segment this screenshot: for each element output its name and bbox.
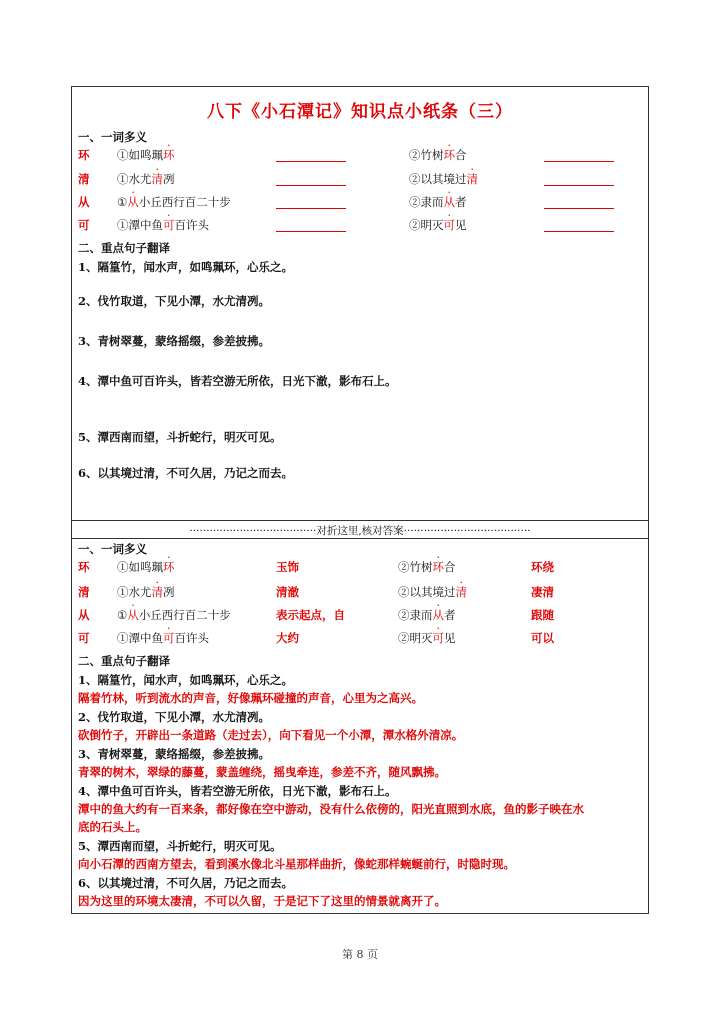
sentence: 3、青树翠蔓，蒙络摇缀，参差披拂。 [78,334,270,348]
translation-answer: 隔着竹林，听到流水的声音，好像珮环碰撞的声音，心里为之高兴。 [78,691,423,705]
answer-blank[interactable] [276,184,346,186]
translation-answer: 因为这里的环境太凄清，不可以久留，于是记下了这里的情景就离开了。 [78,894,446,908]
vocab-item-1: ①水尤清冽 [117,172,175,186]
answer-vocab-item-1: ①水尤清冽 [117,585,175,599]
answer-vocab-item-2: ②以其境过清 [398,585,467,599]
answer-section1-heading: 一、一词多义 [78,542,147,556]
page-number: 第 8 页 [342,948,378,961]
section2-heading: 二、重点句子翻译 [78,241,170,255]
vocab-item-2: ②以其境过清 [409,172,478,186]
translation-question: 1、隔篁竹，闻水声，如鸣珮环，心乐之。 [78,673,293,687]
worksheet [71,86,649,914]
answer-blank[interactable] [544,207,614,209]
answer-text: 可以 [531,631,554,645]
vocab-row: 可 [78,218,90,232]
translation-answer-cont: 底的石头上。 [78,820,147,834]
answer-blank[interactable] [276,207,346,209]
answer-vocab-row: 从 [78,608,90,622]
translation-question: 3、青树翠蔓，蒙络摇缀，参差披拂。 [78,747,270,761]
fold-line [72,520,648,539]
answer-text: 大约 [276,631,299,645]
section1-heading: 一、一词多义 [78,130,147,144]
page-title: 八下《小石潭记》知识点小纸条（三） [207,102,513,122]
answer-vocab-item-1: ①如鸣珮环 [117,560,175,574]
answer-vocab-item-1: ①从小丘西行百二十步 [117,608,231,622]
translation-answer: 潭中的鱼大约有一百来条，都好像在空中游动，没有什么依傍的，阳光直照到水底，鱼的影子映在水 [78,802,584,816]
answer-text: 表示起点，自 [276,608,345,622]
translation-answer: 向小石潭的西南方望去，看到溪水像北斗星那样曲折，像蛇那样蜿蜒前行，时隐时现。 [78,857,515,871]
translation-question: 4、潭中鱼可百许头，皆若空游无所依，日光下澈，影布石上。 [78,784,397,798]
answer-section2-heading: 二、重点句子翻译 [78,654,170,668]
vocab-item-1: ①从小丘西行百二十步 [117,195,231,209]
answer-blank[interactable] [544,230,614,232]
answer-vocab-item-1: ①潭中鱼可百许头 [117,631,209,645]
answer-blank[interactable] [276,160,346,162]
vocab-item-2: ②竹树环合 [409,148,467,162]
translation-question: 6、以其境过清，不可久居，乃记之而去。 [78,876,293,890]
vocab-row: 环 [78,148,90,162]
answer-vocab-item-2: ②明灭可见 [398,631,456,645]
answer-blank[interactable] [544,184,614,186]
sentence: 2、伐竹取道，下见小潭，水尤清冽。 [78,294,270,308]
vocab-item-1: ①潭中鱼可百许头 [117,218,209,232]
translation-answer: 青翠的树木，翠绿的藤蔓，蒙盖缠绕，摇曳牵连，参差不齐，随风飘拂。 [78,765,446,779]
answer-text: 跟随 [531,608,554,622]
answer-blank[interactable] [276,230,346,232]
answer-text: 清澈 [276,585,299,599]
sentence: 1、隔篁竹，闻水声，如鸣珮环，心乐之。 [78,260,293,274]
answer-text: 玉饰 [276,560,299,574]
answer-text: 凄清 [531,585,554,599]
vocab-item-1: ①如鸣珮环 [117,148,175,162]
vocab-row: 清 [78,172,90,186]
answer-vocab-row: 环 [78,560,90,574]
answer-blank[interactable] [544,160,614,162]
vocab-item-2: ②明灭可见 [409,218,467,232]
fold-line-text: ······································对折这里,核对答案······································ [189,525,531,537]
translation-question: 5、潭西南而望，斗折蛇行，明灭可见。 [78,839,282,853]
answer-text: 环绕 [531,560,554,574]
answer-vocab-item-2: ②竹树环合 [398,560,456,574]
translation-answer: 砍倒竹子，开辟出一条道路（走过去），向下看见一个小潭，潭水格外清凉。 [78,728,464,742]
vocab-row: 从 [78,195,90,209]
answer-vocab-item-2: ②隶而从者 [398,608,456,622]
sentence: 4、潭中鱼可百许头，皆若空游无所依，日光下澈，影布石上。 [78,374,397,388]
sentence: 6、以其境过清，不可久居，乃记之而去。 [78,466,293,480]
answer-vocab-row: 清 [78,585,90,599]
answer-vocab-row: 可 [78,631,90,645]
translation-question: 2、伐竹取道，下见小潭，水尤清冽。 [78,710,270,724]
sentence: 5、潭西南而望，斗折蛇行，明灭可见。 [78,430,282,444]
vocab-item-2: ②隶而从者 [409,195,467,209]
